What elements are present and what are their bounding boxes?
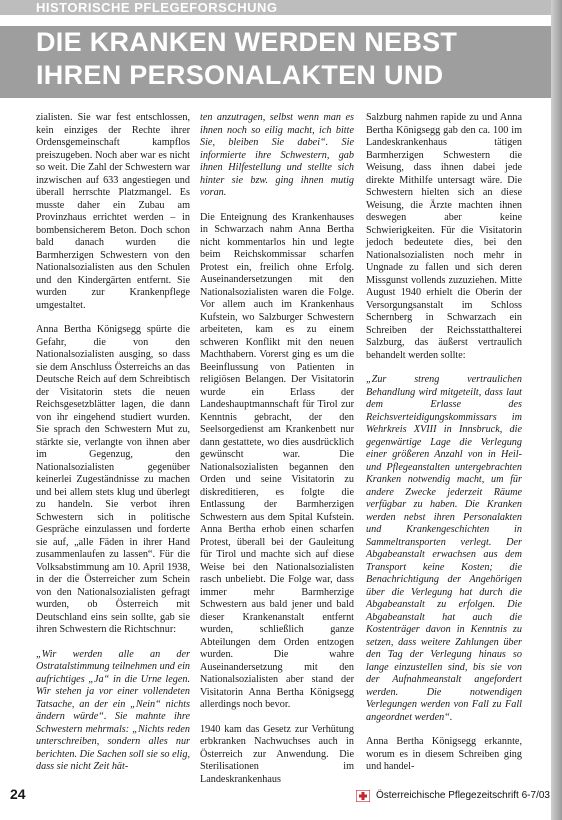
page-edge	[551, 0, 562, 820]
paragraph: „Zur streng vertraulichen Behandlung wird mitgeteilt, dass laut dem Erlasse des Reichsverteidigungskommissars im Wehrkreis XVIII in Innsbruck, die gegenwärtige Lage die Verlegung einer größeren Anzahl von in Heil- und Pflegeanstalten untergebrachten Kranken notwendig macht, um für andere Zwecke jederzeit Räume verfügbar zu haben. Die Kranken werden nebst ihren Personalakten und Krankengeschichten in Sammeltransporten verlegt. Der Abgabeanstalt erwachsen aus dem Transport keine Kosten; die Benachrichtigung der Angehörigen über die Verlegung hat durch die Abgabeanstalt zu erfolgen. Die Abgabeanstalt hat auch die Kostenträger davon in Kenntnis zu setzen, dass weitere Zahlungen über den Tag der Verlegung hinaus so lange einzustellen sind, bis sie von der Aufnahmeanstalt angefordert werden. Die notwendigen Verlegungen werden von Fall zu Fall angeordnet werden“.	[366, 374, 522, 723]
title-line-1: DIE KRANKEN WERDEN NEBST	[36, 27, 458, 57]
page-title	[36, 26, 556, 92]
paragraph: Anna Bertha Königsegg erkannte, worum es in diesem Schreiben ging und handel-	[366, 736, 522, 772]
title-line-2: IHREN PERSONALAKTEN UND	[36, 60, 444, 90]
text-column-2	[200, 112, 354, 798]
paragraph: Salzburg nahmen rapide zu und Anna Bertha Königsegg gab den ca. 100 im Landeskrankenhaus tätigen Barmherzigen Schwestern die Weisung, dass ihnen dabei jede direkte Mithilfe untersagt wäre. Die Schwestern hielten sich an diese Weisung, die Ärzte machten ihnen deswegen aber keine Schwierigkeiten. Für die Visitatorin jedoch bedeutete dies, bei den Nationalsozialisten noch mehr in Ungnade zu fallen und sich deren Missgunst vollends zuzuziehen. Mitte August 1940 erhielt die Oberin der Versorgungsanstalt im Schloss Schernberg in Schwarzach ein Schreiben der Reichsstatthalterei Salzburg, das äußerst vertraulich behandelt werden sollte:	[366, 112, 522, 361]
page-number: 24	[10, 786, 26, 802]
paragraph: zialisten. Sie war fest entschlossen, kein einziges der Rechte ihrer Ordensgemeinschaft kampflos preiszugeben. Noch aber war es nicht so weit. Die Zahl der Schwestern war inzwischen auf 633 angestiegen und überall herrschte Platzmangel. Es musste daher ein Zubau am Provinzhaus errichtet werden – in bombensicherem Beton. Doch schon bald danach wurden die Barmherzigen Schwestern von den Nationalsozialisten aus den Schulen und den Kindergärten entfernt. Sie wurden zur Krankenpflege umgestaltet.	[36, 112, 190, 311]
paragraph: Anna Bertha Königsegg spürte die Gefahr, die von den Nationalsozialisten ausging, so dass sie dem Anschluss Österreichs an das Deutsche Reich auf dem Schreibtisch der Visitatorin stets die neuen Reichsgesetzblätter lagen, die dann von ihr eingehend studiert wurden. Sie sprach den Schwestern Mut zu, stärkte sie, verlangte von ihnen aber im Gegenzug, den Nationalsozialisten gegenüber keinerlei Zugeständnisse zu machen und bei allem stets klug und überlegt zu handeln. Sie verbot ihren Schwestern sich in politische Gespräche einzulassen und forderte sie auf, „alle Fäden in ihrer Hand zusammenlaufen zu lassen“. Für die Volksabstimmung am 10. April 1938, in der die Österreicher zum Schein von den Nationalsozialisten gefragt wurden, ob Österreich mit Deutschland eins sein sollte, gab sie ihren Schwestern die Richtschnur:	[36, 324, 190, 635]
paragraph: Die Enteignung des Krankenhauses in Schwarzach nahm Anna Bertha nicht kommentarlos hin und legte beim Reichskommissar scharfen Protest ein, freilich ohne Erfolg. Auseinandersetzungen mit den Nationalsozialisten waren die Folge. Vor allem auch im Krankenhaus Kufstein, wo Salzburger Schwestern arbeiteten, kam es zu einem schweren Konflikt mit den neuen Machthabern. Vorerst ging es um die Beeinflussung von Patienten in religiösen Belangen. Der Visitatorin wurde ein Erlass der Landeshauptmannschaft für Tirol zur Kenntnis gebracht, der den Seelsorgedienst am Krankenbett nur dann gestattete, wo dies ausdrücklich gewünscht war. Die Nationalsozialisten begannen den Orden und seine Visitatorin zu diskreditieren, es folgte die Entlassung der Barmherzigen Schwestern aus dem Spital Kufstein. Anna Bertha erhob einen scharfen Protest, überall bei der Gauleitung für Tirol und machte sich auf diese Weise bei den Nationalsozialisten rasch unbeliebt. Die Folge war, dass immer mehr Barmherzige Schwestern aus bald jener und bald dieser Krankenanstalt entfernt wurden, schließlich ganze Abteilungen dem Orden entzogen wurden. Die wahre Auseinandersetzung mit den Nationalsozialisten aber stand der Visitatorin Anna Bertha Königsegg allerdings noch bevor.	[200, 211, 354, 710]
section-label: HISTORISCHE PFLEGEFORSCHUNG	[36, 0, 278, 15]
red-cross-logo-icon	[356, 790, 370, 802]
journal-name: Österreichische Pflegezeitschrift 6-7/03	[376, 790, 550, 801]
text-column-3	[366, 112, 522, 786]
text-column-1	[36, 112, 190, 786]
paragraph: „Wir werden alle an der Ostratalstimmung teilnehmen und ein aufrichtiges „Ja“ in die Urne legen. Wir stehen ja vor einer vollendeten Tatsache, an der ein „Nein“ nichts ändern würde“. Sie mahnte ihre Schwestern mehrmals: „Nichts reden unterschreiben, sondern alles nur berichten. Die Sachen soll sie so elig, dass sie nicht Zeit hät-	[36, 648, 190, 772]
paragraph: 1940 kam das Gesetz zur Verhütung erbkranken Nachwuchses auch in Österreich zur Anwendung. Die Sterilisationen im Landeskrankenhaus	[200, 723, 354, 785]
paragraph: ten anzutragen, selbst wenn man es ihnen noch so eilig macht, ich bitte Sie, bleiben Sie dabei“. Sie informierte ihre Schwestern, gab ihnen Hilfestellung und stellte sich hinter sie bzw. ging ihnen mutig voran.	[200, 112, 354, 198]
